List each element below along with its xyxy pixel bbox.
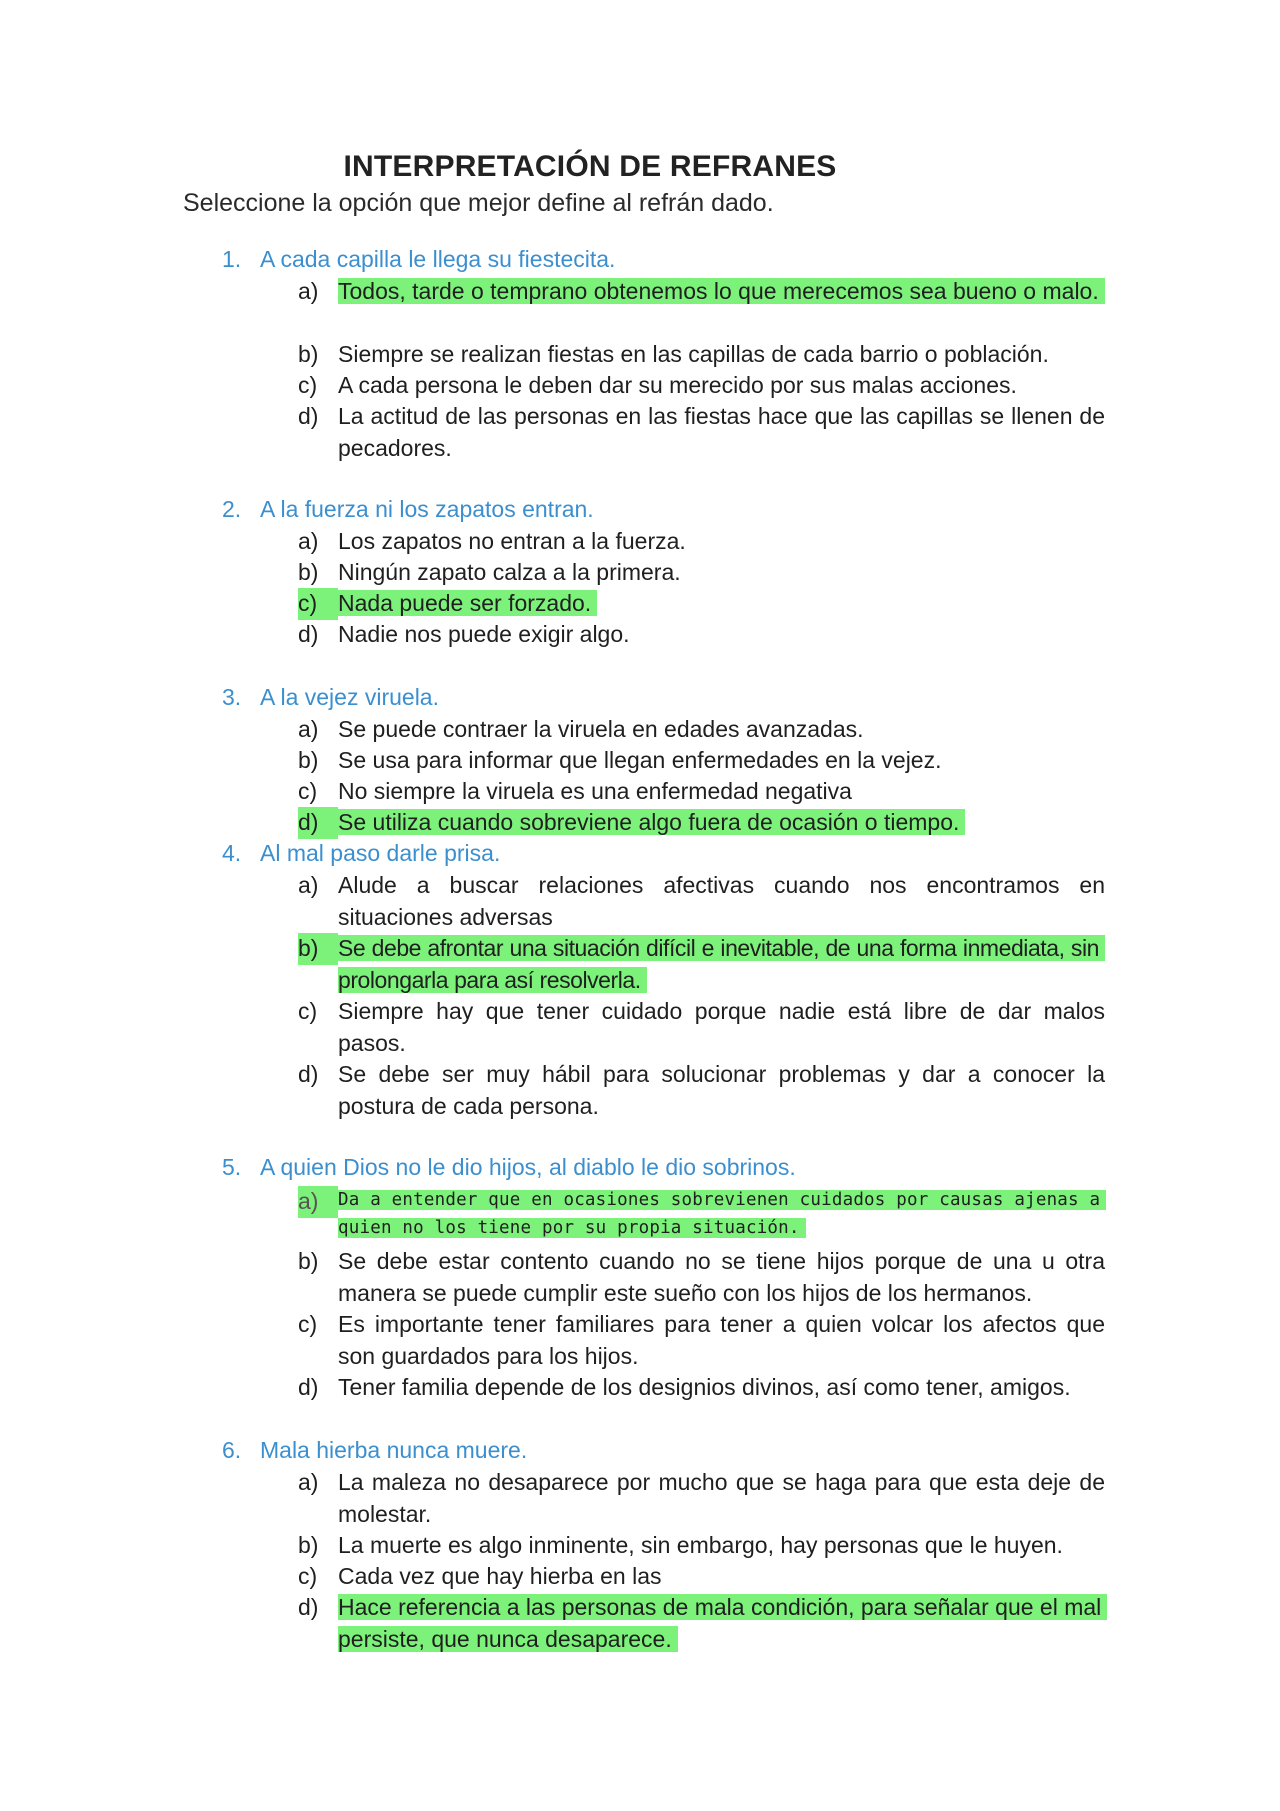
- option-text: Siempre se realizan fiestas en las capillas de cada barrio o población.: [338, 341, 1049, 367]
- option-letter-box: [298, 933, 338, 965]
- option-letter: b): [298, 1248, 319, 1274]
- instruction-text: Seleccione la opción que mejor define al refrán dado.: [183, 189, 774, 217]
- option-text: Alude a buscar relaciones afectivas cuando nos encontramos en situaciones adversas: [338, 872, 1105, 930]
- question-2-heading: [222, 494, 594, 525]
- question-6-heading: [222, 1435, 527, 1466]
- option-text: Es importante tener familiares para tener a quien volcar los afectos que son guardados para los hijos.: [338, 1311, 1105, 1369]
- option-letter: d): [298, 807, 338, 839]
- option-text: Nadie nos puede exigir algo.: [338, 621, 630, 647]
- page-title: INTERPRETACIÓN DE REFRANES: [343, 150, 837, 183]
- answer-highlight: Nada puede ser forzado.: [338, 590, 597, 616]
- option-letter-box: [298, 807, 338, 839]
- option-text: [338, 588, 1105, 620]
- answer-highlight: Todos, tarde o temprano obtenemos lo que merecemos sea bueno o malo.: [338, 278, 1105, 304]
- question-number: 2.: [222, 496, 242, 522]
- option-letter: a): [298, 1186, 338, 1218]
- option-text: La maleza no desaparece por mucho que se haga para que esta deje de molestar.: [338, 1469, 1105, 1527]
- option-text: Los zapatos no entran a la fuerza.: [338, 528, 686, 554]
- question-text: A quien Dios no le dio hijos, al diablo le dio sobrinos.: [260, 1154, 796, 1180]
- option-letter: b): [298, 341, 319, 367]
- option-text: Se puede contraer la viruela en edades avanzadas.: [338, 716, 864, 742]
- option-letter: c): [298, 1563, 318, 1589]
- option-text: No siempre la viruela es una enfermedad negativa: [338, 778, 852, 804]
- option-text: La actitud de las personas en las fiestas hace que las capillas se llenen de pecadores.: [338, 403, 1105, 461]
- option-letter: a): [298, 1469, 319, 1495]
- question-5-heading: [222, 1152, 796, 1183]
- answer-highlight: Se debe afrontar una situación difícil e inevitable, de una forma inmediata, sin prolongarla para así resolverla.: [338, 935, 1105, 993]
- option-letter: b): [298, 559, 319, 585]
- option-text: [338, 1186, 1105, 1242]
- option-text: Siempre hay que tener cuidado porque nadie está libre de dar malos pasos.: [338, 998, 1105, 1056]
- option-letter: c): [298, 998, 318, 1024]
- answer-highlight: Da a entender que en ocasiones sobrevienen cuidados por causas ajenas a quien no los tiene por su propia situación.: [338, 1190, 1106, 1238]
- question-3-heading: [222, 682, 439, 713]
- option-text: Se usa para informar que llegan enfermedades en la vejez.: [338, 747, 942, 773]
- option-letter: d): [298, 1594, 319, 1620]
- option-text: [338, 276, 1105, 308]
- option-1a[interactable]: [298, 276, 1106, 339]
- option-letter: d): [298, 403, 319, 429]
- option-text: Cada vez que hay hierba en las: [338, 1563, 662, 1589]
- question-text: A la vejez viruela.: [260, 684, 439, 710]
- question-number: 1.: [222, 246, 242, 272]
- question-number: 5.: [222, 1154, 242, 1180]
- question-text: Al mal paso darle prisa.: [260, 840, 501, 866]
- option-text: [338, 807, 1105, 839]
- option-letter: b): [298, 747, 319, 773]
- option-letter-box: [298, 1186, 338, 1218]
- option-letter: a): [298, 278, 319, 304]
- option-letter: d): [298, 1374, 319, 1400]
- question-text: A la fuerza ni los zapatos entran.: [260, 496, 594, 522]
- question-number: 6.: [222, 1437, 242, 1463]
- option-text: A cada persona le deben dar su merecido por sus malas acciones.: [338, 372, 1017, 398]
- option-letter: a): [298, 528, 319, 554]
- question-number: 4.: [222, 840, 242, 866]
- option-text: Tener familia depende de los designios divinos, así como tener, amigos.: [338, 1374, 1071, 1400]
- option-letter: b): [298, 933, 338, 965]
- option-text: [338, 933, 1105, 996]
- option-text: [338, 1592, 1105, 1655]
- option-text: Se debe ser muy hábil para solucionar problemas y dar a conocer la postura de cada persona.: [338, 1061, 1105, 1119]
- option-letter: d): [298, 1061, 319, 1087]
- option-letter-box: [298, 588, 338, 620]
- question-4-heading: [222, 838, 500, 869]
- option-letter: c): [298, 588, 338, 620]
- answer-highlight: Hace referencia a las personas de mala condición, para señalar que el mal persiste, que nunca desaparece.: [338, 1594, 1107, 1652]
- option-text: Se debe estar contento cuando no se tiene hijos porque de una u otra manera se puede cumplir este sueño con los hijos de los hermanos.: [338, 1248, 1105, 1306]
- question-text: Mala hierba nunca muere.: [260, 1437, 528, 1463]
- answer-highlight: Se utiliza cuando sobreviene algo fuera de ocasión o tiempo.: [338, 809, 965, 835]
- option-text: Ningún zapato calza a la primera.: [338, 559, 681, 585]
- option-letter: c): [298, 778, 318, 804]
- option-letter: d): [298, 621, 319, 647]
- question-1-heading: [222, 244, 615, 275]
- option-letter: c): [298, 372, 318, 398]
- option-letter: a): [298, 716, 319, 742]
- option-letter: c): [298, 1311, 318, 1337]
- question-text: A cada capilla le llega su fiestecita.: [260, 246, 616, 272]
- option-letter: b): [298, 1532, 319, 1558]
- option-letter: a): [298, 872, 319, 898]
- question-number: 3.: [222, 684, 242, 710]
- option-text: La muerte es algo inminente, sin embargo, hay personas que le huyen.: [338, 1532, 1063, 1558]
